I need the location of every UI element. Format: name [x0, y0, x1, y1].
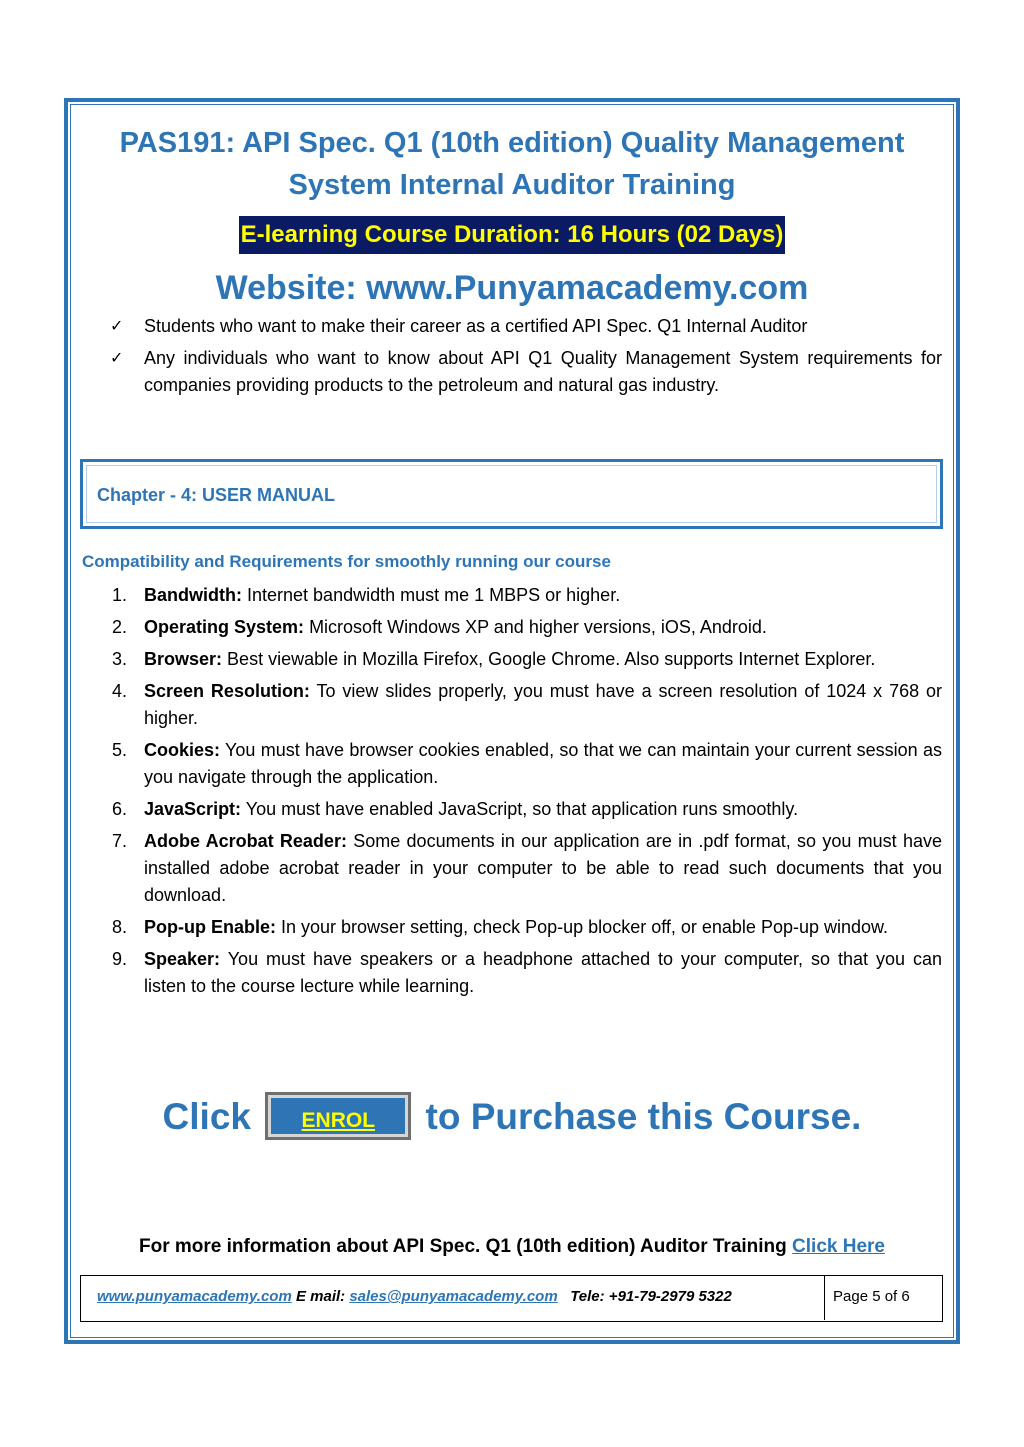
chapter-label: Chapter - 4: USER MANUAL — [97, 485, 336, 505]
list-item — [108, 313, 942, 340]
website-heading: Website: www.Punyamacademy.com — [215, 269, 809, 307]
item-term: Operating System: — [144, 617, 305, 637]
footer — [80, 1275, 943, 1322]
item-term: Cookies: — [144, 740, 221, 760]
enrol-suffix: to Purchase this Course. — [425, 1096, 862, 1137]
item-number: 7. — [112, 831, 128, 851]
list-item — [108, 946, 942, 1000]
item-term: Bandwidth: — [144, 585, 242, 605]
footer-website-link[interactable]: www.punyamacademy.com — [97, 1288, 292, 1305]
page-number: Page 5 of 6 — [833, 1288, 910, 1305]
item-text: Microsoft Windows XP and higher versions, iOS, Android. — [309, 617, 767, 637]
enrol-button-face — [271, 1098, 405, 1134]
footer-contact — [97, 1288, 732, 1305]
item-text: Internet bandwidth must me 1 MBPS or higher. — [247, 585, 621, 605]
course-duration: E-learning Course Duration: 16 Hours (02 Days) — [239, 216, 786, 254]
item-number: 2. — [112, 617, 128, 637]
item-text: You must have speakers or a headphone attached to your computer, so that you can listen to the course lecture while learning. — [144, 949, 942, 996]
more-info-text: For more information about API Spec. Q1 (10th edition) Auditor Training — [138, 1236, 787, 1257]
item-term: Screen Resolution: — [144, 681, 310, 701]
item-number: 4. — [112, 681, 128, 701]
item-text: You must have enabled JavaScript, so that application runs smoothly. — [245, 799, 799, 819]
footer-email-link[interactable]: sales@punyamacademy.com — [349, 1288, 558, 1305]
list-item — [108, 828, 942, 909]
item-number: 8. — [112, 917, 128, 937]
checkmark-icon: ✓ — [110, 350, 124, 367]
checkmark-icon: ✓ — [110, 318, 124, 335]
item-term: Browser: — [144, 649, 223, 669]
item-number: 6. — [112, 799, 128, 819]
list-item — [108, 796, 942, 823]
item-term: Speaker: — [144, 949, 221, 969]
item-text: To view slides properly, you must have a screen resolution of 1024 x 768 or higher. — [144, 681, 943, 728]
list-item — [108, 678, 942, 732]
click-here-link[interactable]: Click Here — [792, 1236, 885, 1257]
compatibility-heading: Compatibility and Requirements for smoothly running our course — [82, 552, 611, 571]
item-number: 1. — [112, 585, 128, 605]
list-item — [108, 614, 942, 641]
item-text: Some documents in our application are in .pdf format, so you must have installed adobe acrobat reader in your computer to be able to read such documents that you download. — [144, 831, 942, 905]
list-item — [108, 737, 942, 791]
list-item — [108, 582, 942, 609]
audience-item-text: Any individuals who want to know about API Q1 Quality Management System requirements for companies providing products to the petroleum and natural gas industry. — [144, 348, 942, 395]
item-term: JavaScript: — [144, 799, 242, 819]
footer-email-label: E mail: — [295, 1288, 346, 1305]
item-text: Best viewable in Mozilla Firefox, Google Chrome. Also supports Internet Explorer. — [227, 649, 876, 669]
audience-item-text: Students who want to make their career as a certified API Spec. Q1 Internal Auditor — [144, 316, 808, 336]
more-info-line — [80, 1233, 944, 1261]
course-title: PAS191: API Spec. Q1 (10th edition) Quality Management System Internal Auditor Training — [119, 127, 905, 201]
duration-banner — [80, 216, 944, 254]
footer-divider — [824, 1276, 825, 1320]
enrol-button-label: ENROL — [301, 1109, 376, 1133]
enrol-prefix: Click — [162, 1096, 251, 1137]
item-number: 5. — [112, 740, 128, 760]
enrol-button[interactable] — [265, 1092, 411, 1140]
audience-list — [108, 313, 942, 404]
enrol-row — [80, 1090, 944, 1144]
list-item — [108, 914, 942, 941]
chapter-box — [80, 459, 943, 529]
requirements-list — [108, 582, 942, 1005]
item-number: 9. — [112, 949, 128, 969]
footer-phone: Tele: +91-79-2979 5322 — [570, 1288, 732, 1305]
item-text: In your browser setting, check Pop-up blocker off, or enable Pop-up window. — [281, 917, 889, 937]
item-number: 3. — [112, 649, 128, 669]
list-item — [108, 646, 942, 673]
item-term: Pop-up Enable: — [144, 917, 276, 937]
item-text: You must have browser cookies enabled, so that we can maintain your current session as you navigate through the application. — [144, 740, 942, 787]
item-term: Adobe Acrobat Reader: — [144, 831, 347, 851]
list-item — [108, 345, 942, 399]
